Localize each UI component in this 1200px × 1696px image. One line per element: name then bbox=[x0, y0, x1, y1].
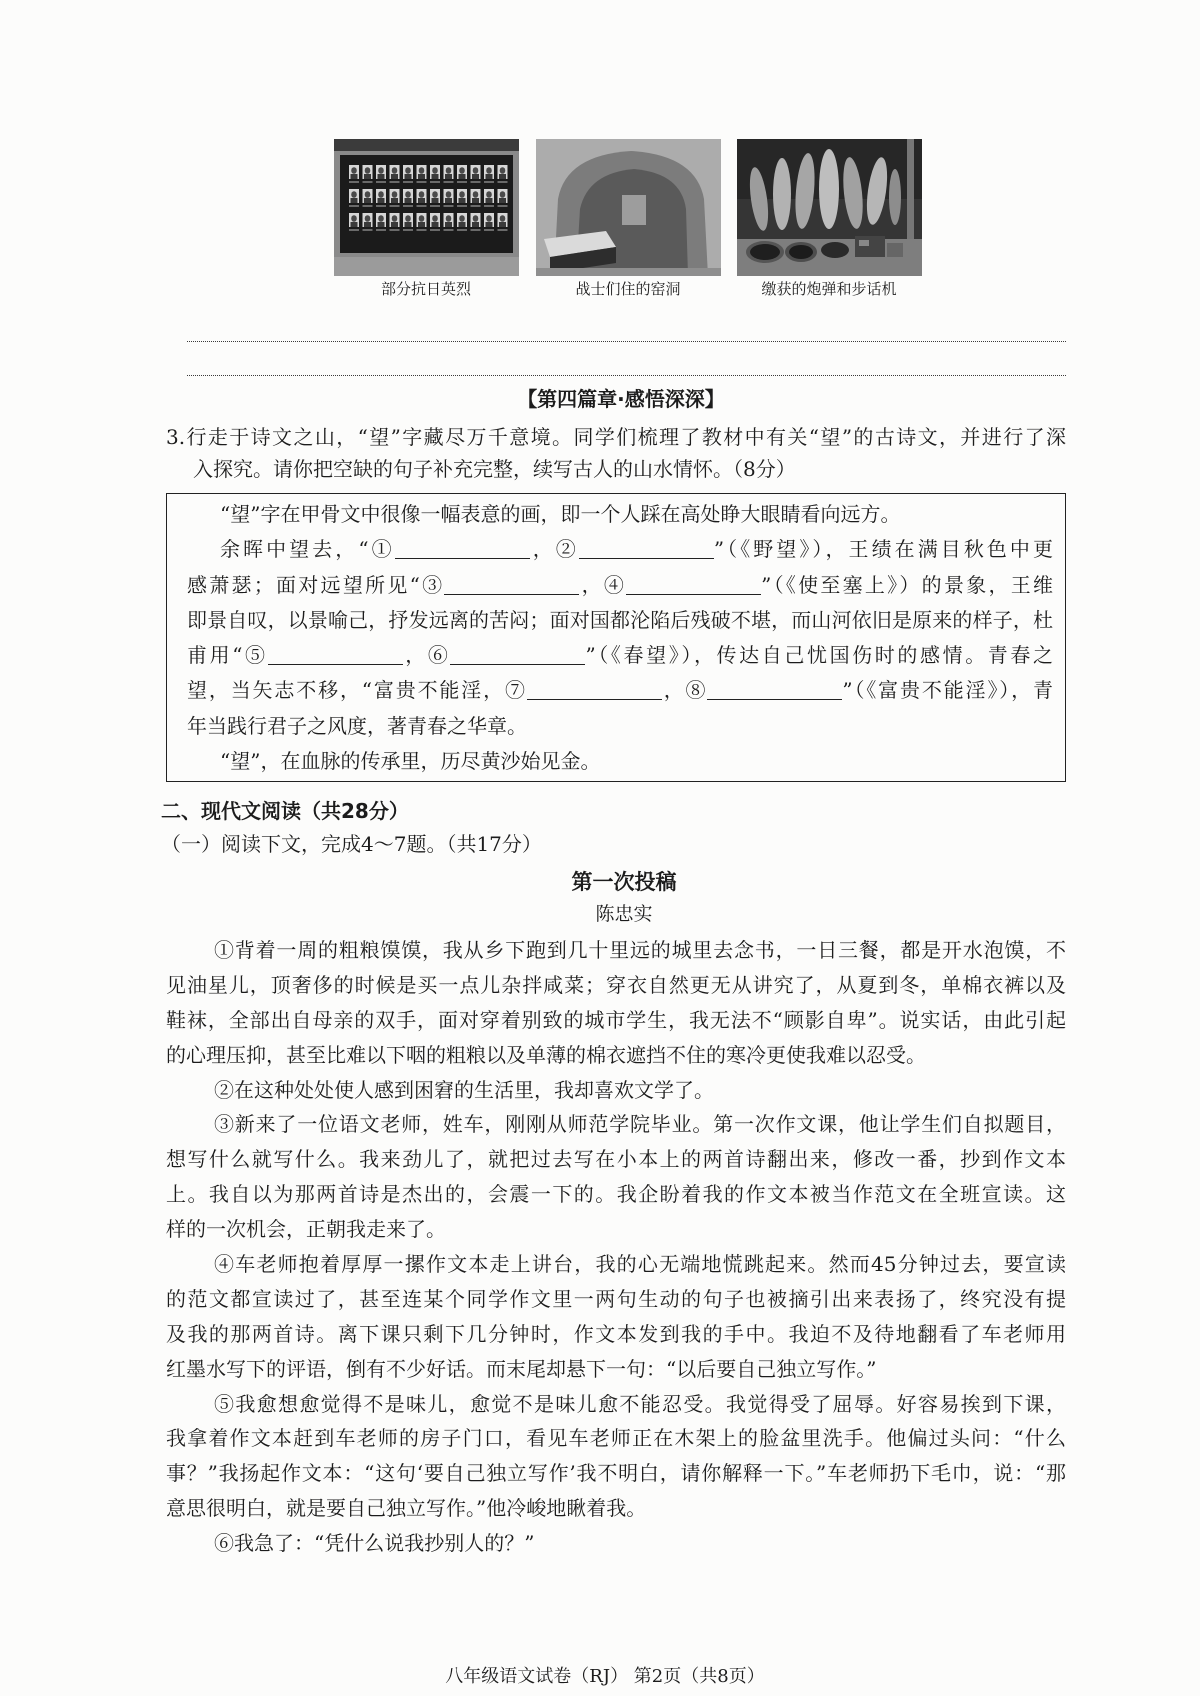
answer-rule-line bbox=[187, 375, 1066, 376]
answer-box-line: 即景自叹，以景喻己，抒发远离的苦闷；面对国都沦陷后残破不堪，而山河依旧是原来的样子，杜 bbox=[187, 607, 1053, 632]
paragraph-line: 意思很明白，就是要自己独立写作。”他冷峻地瞅着我。 bbox=[166, 1496, 647, 1521]
answer-blank-2 bbox=[579, 540, 714, 559]
answer-box bbox=[166, 493, 1066, 782]
photo-caption-martyrs: 部分抗日英烈 bbox=[380, 280, 471, 298]
answer-box-text: 甫用“⑤ bbox=[187, 643, 268, 668]
article-body bbox=[166, 933, 1066, 1561]
paragraph-line: ⑥我急了：“凭什么说我抄别人的？” bbox=[214, 1531, 535, 1556]
article-paragraph bbox=[166, 1387, 1066, 1527]
answer-box-text: ”（《春望》），传达自己忧国伤时的感情。青春之 bbox=[585, 643, 1053, 668]
paragraph-line: ②在这种处处使人感到困窘的生活里，我却喜欢文学了。 bbox=[214, 1077, 714, 1102]
sub-heading: （一）阅读下文，完成4～7题。（共17分） bbox=[161, 832, 542, 856]
answer-box-text: 感萧瑟；面对远望所见“③ bbox=[187, 572, 445, 597]
answer-blank-3 bbox=[444, 576, 579, 595]
paragraph-line: ④车老师抱着厚厚一摞作文本走上讲台，我的心无端地慌跳起来。然而45分钟过去，要宣读 bbox=[214, 1252, 1066, 1277]
paragraph-line: 我拿着作文本赶到车老师的房子门口，看见车老师正在木架上的脸盆里洗手。他偏过头问：“什么 bbox=[166, 1426, 1066, 1451]
article-title: 第一次投稿 bbox=[571, 870, 677, 894]
captured-shells-and-radio-photo bbox=[737, 139, 922, 276]
section-heading: 【第四篇章·感悟深深】 bbox=[517, 387, 725, 411]
answer-box-line bbox=[187, 532, 1053, 567]
answer-blank-6 bbox=[450, 646, 585, 665]
paragraph-line: 见油星儿，顶奢侈的时候是买一点儿杂拌咸菜；穿衣自然更无从讲究了，从夏到冬，单棉衣裤以及 bbox=[166, 972, 1066, 997]
answer-box-text: ”（《使至塞上》）的景象，王维 bbox=[761, 572, 1053, 597]
article-author: 陈忠实 bbox=[595, 903, 653, 925]
paragraph-line: ①背着一周的粗粮馍馍，我从乡下跑到几十里远的城里去念书，一日三餐，都是开水泡馍，不 bbox=[214, 938, 1066, 962]
answer-box-text: ，⑧ bbox=[661, 678, 708, 703]
paragraph-line: 的心理压抑，甚至比难以下咽的粗粮以及单薄的棉衣遮挡不住的寒冷更使我难以忍受。 bbox=[166, 1042, 926, 1067]
answer-blank-7 bbox=[527, 681, 662, 700]
article-paragraph bbox=[166, 1247, 1066, 1387]
answer-box-text: ”（《富贵不能淫》），青 bbox=[842, 678, 1053, 703]
paragraph-line: 事？”我扬起作文本：“这句‘要自己独立写作’我不明白，请你解释一下。”车老师扔下毛巾，说：“那 bbox=[166, 1461, 1066, 1486]
photo-caption-weapons: 缴获的炮弹和步话机 bbox=[761, 280, 897, 298]
answer-blank-4 bbox=[626, 576, 761, 595]
paragraph-line: 想写什么就写什么。我来劲儿了，就把过去写在小本上的两首诗翻出来，修改一番，抄到作文本 bbox=[166, 1147, 1066, 1172]
answer-blank-1 bbox=[395, 540, 530, 559]
question-3-line: 入探究。请你把空缺的句子补充完整，续写古人的山水情怀。（8分） bbox=[193, 457, 796, 481]
answer-box-line: 年当践行君子之风度，著青春之华章。 bbox=[187, 713, 527, 738]
part-heading: 二、现代文阅读（共28分） bbox=[161, 799, 409, 823]
answer-box-intro: “望”字在甲骨文中很像一幅表意的画，即一个人踩在高处睁大眼睛看向远方。 bbox=[220, 502, 901, 526]
answer-box-text: ，⑥ bbox=[402, 643, 451, 668]
article-paragraph bbox=[166, 1526, 1066, 1561]
answer-box-text: 望，当矢志不移，“富贵不能淫，⑦ bbox=[187, 678, 527, 703]
paragraph-line: 及我的那两首诗。离下课只剩下几分钟时，作文本发到我的手中。我迫不及待地翻看了车老师用 bbox=[166, 1321, 1066, 1346]
answer-box-text: ”（《野望》），王绩在满目秋色中更 bbox=[713, 537, 1053, 562]
answer-box-text: ，④ bbox=[579, 572, 627, 597]
answer-box-line bbox=[187, 568, 1053, 603]
answer-box-line bbox=[187, 638, 1053, 673]
paragraph-line: ⑤我愈想愈觉得不是味儿，愈觉不是味儿愈不能忍受。我觉得受了屈辱。好容易挨到下课， bbox=[214, 1391, 1066, 1416]
paragraph-line: 上。我自以为那两首诗是杰出的，会震一下的。我企盼着我的作文本被当作范文在全班宣读。这 bbox=[166, 1182, 1066, 1207]
paragraph-line: 样的一次机会，正朝我走来了。 bbox=[166, 1217, 446, 1242]
answer-blank-8 bbox=[707, 681, 842, 700]
answer-box-closing: “望”，在血脉的传承里，历尽黄沙始见金。 bbox=[220, 749, 601, 774]
article-paragraph bbox=[166, 933, 1066, 1073]
article-paragraph bbox=[166, 1073, 1066, 1108]
paragraph-line: 鞋袜，全部出自母亲的双手，面对穿着别致的城市学生，我无法不“顾影自卑”。说实话，由此引起 bbox=[166, 1007, 1066, 1032]
answer-rule-line bbox=[187, 341, 1066, 342]
answer-box-line bbox=[187, 673, 1053, 708]
article-paragraph bbox=[166, 1107, 1066, 1247]
question-3-text bbox=[166, 421, 1066, 485]
martyrs-photo bbox=[334, 139, 519, 276]
answer-box-text: 余晖中望去，“① bbox=[220, 537, 395, 562]
paragraph-line: ③新来了一位语文老师，姓车，刚刚从师范学院毕业。第一次作文课，他让学生们自拟题目， bbox=[214, 1112, 1066, 1137]
question-3-line: 3.行走于诗文之山，“望”字藏尽万千意境。同学们梳理了教材中有关“望”的古诗文，并进行了深 bbox=[166, 425, 1066, 449]
photo-caption-cave: 战士们住的窑洞 bbox=[575, 280, 681, 298]
cave-dwelling-photo bbox=[536, 139, 721, 276]
answer-blank-5 bbox=[268, 646, 403, 665]
answer-box-text: ，② bbox=[529, 537, 579, 562]
paragraph-line: 的范文都宣读过了，甚至连某个同学作文里一两句生动的句子也被摘引出来表扬了，终究没有提 bbox=[166, 1286, 1066, 1311]
page-footer: 八年级语文试卷（RJ） 第2页（共8页） bbox=[445, 1666, 765, 1687]
paragraph-line: 红墨水写下的评语，倒有不少好话。而末尾却悬下一句：“以后要自己独立写作。” bbox=[166, 1356, 877, 1381]
